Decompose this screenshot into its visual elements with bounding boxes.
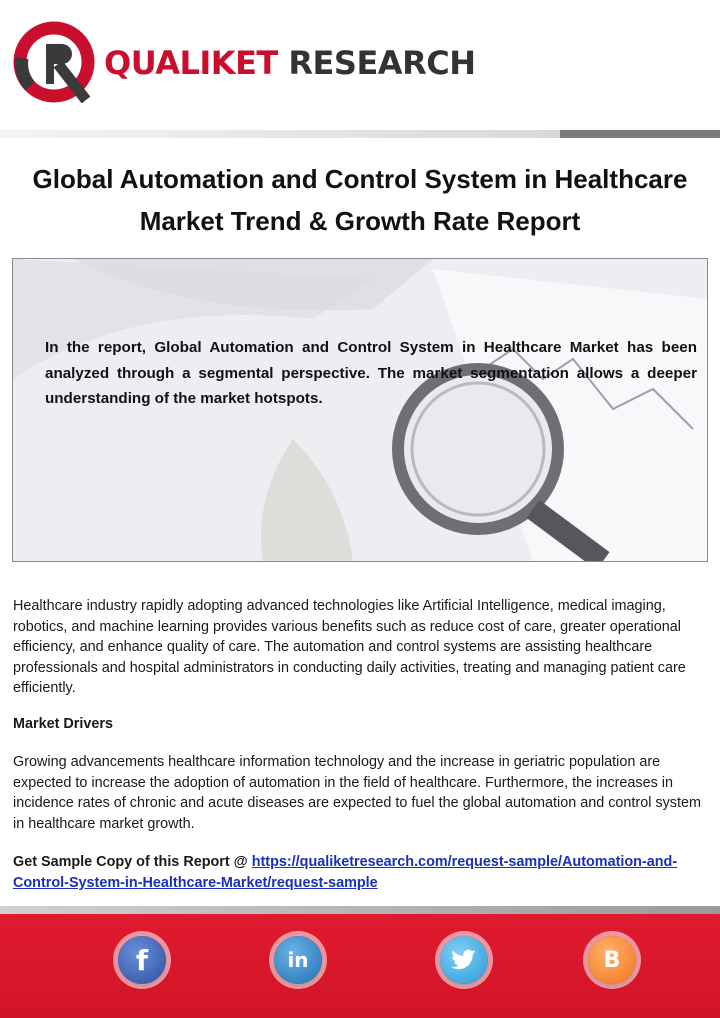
brand-part1: QUALIKET [104, 44, 278, 82]
hero-summary: In the report, Global Automation and Control System in Healthcare Market has been analyzed through a segmental perspective. The market segmentation allows a deeper understanding of the market hotspots. [45, 339, 697, 407]
footer-divider [0, 906, 720, 914]
header [0, 0, 720, 130]
brand-name [104, 44, 475, 82]
twitter-icon[interactable] [440, 936, 488, 984]
linkedin-glyph: in [287, 948, 309, 972]
market-drivers-paragraph: Growing advancements healthcare information technology and the increase in geriatric population are expected to increase the adoption of automation in the field of healthcare. Furthermore, the increases in incidence rates of chronic and acute diseases are expected to fuel the global automation and control system in healthcare market growth. [13, 754, 701, 832]
facebook-glyph: f [135, 943, 149, 977]
market-drivers-heading: Market Drivers [13, 716, 113, 732]
blogger-icon[interactable] [588, 936, 636, 984]
facebook-icon[interactable] [118, 936, 166, 984]
header-divider-dark [560, 130, 720, 138]
hero-banner [12, 258, 708, 562]
page-title [0, 158, 720, 242]
header-divider [0, 130, 560, 138]
intro-paragraph: Healthcare industry rapidly adopting advanced technologies like Artificial Intelligence, medical imaging, robotics, and machine learning provides various benefits such as reduce cost of care, greater operational efficiency, and enhance quality of care. The automation and control systems are assisting healthcare professionals and hospital administrators in conducting daily activities, treating and managing patient care efficiently. [13, 598, 686, 697]
title-line1: Global Automation and Control System in Healthcare [32, 164, 688, 194]
sample-request-label: Get Sample Copy of this Report @ [13, 854, 252, 870]
blogger-glyph: B [603, 947, 621, 973]
footer [0, 914, 720, 1018]
brand-part2: RESEARCH [277, 44, 476, 82]
sample-request-link[interactable]: https://qualiketresearch.com/request-sample/Automation-and-Control-System-in-Healthcare-Market/request-sample [13, 854, 678, 891]
sample-request [13, 852, 713, 894]
title-line2: Market Trend & Growth Rate Report [139, 206, 581, 236]
linkedin-icon[interactable] [274, 936, 322, 984]
twitter-bird-icon [451, 949, 477, 971]
